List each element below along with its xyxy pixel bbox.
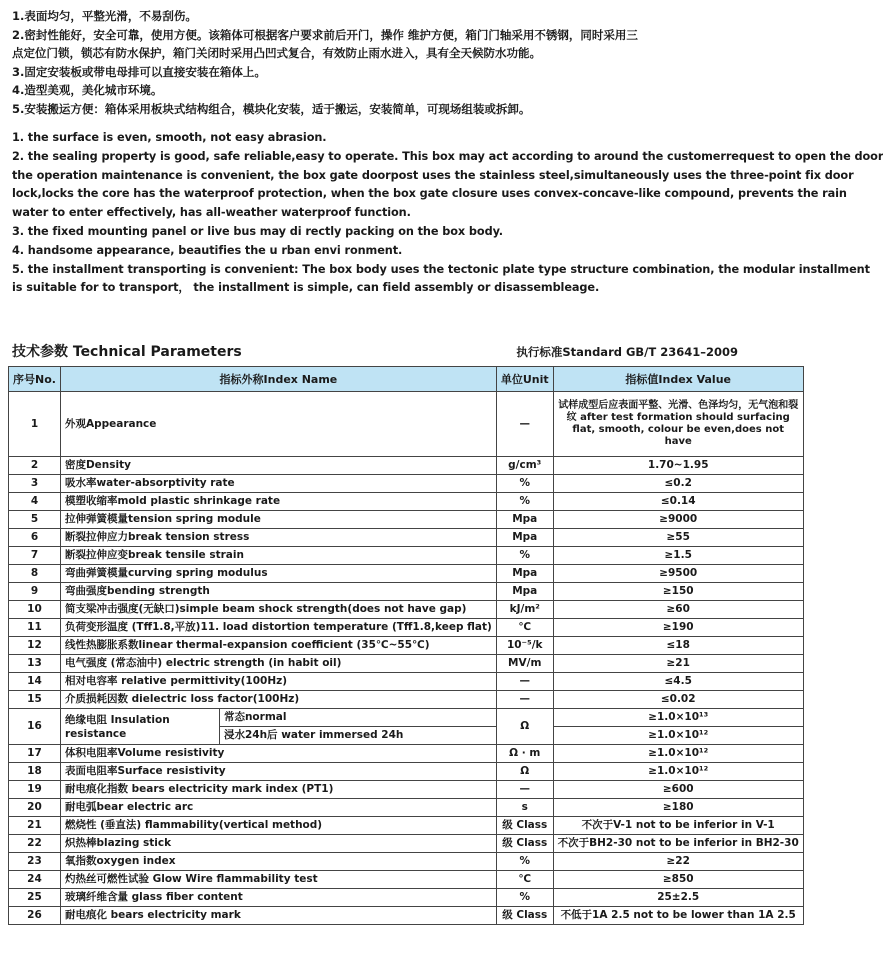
- row-unit: MV/m: [496, 655, 553, 673]
- row-name: 简支梁冲击强度(无缺口)simple beam shock strength(does not have gap): [60, 601, 496, 619]
- row-value: ≥1.0×10¹²: [553, 763, 803, 781]
- row-value: ≥1.0×10¹²: [553, 727, 803, 745]
- row-value: ≤0.14: [553, 493, 803, 511]
- row-name: 弯曲弹簧模量curving spring modulus: [60, 565, 496, 583]
- row-unit: 级 Class: [496, 817, 553, 835]
- row-name: 体积电阻率Volume resistivity: [60, 745, 496, 763]
- row-no: 14: [9, 673, 61, 691]
- row-unit: —: [496, 673, 553, 691]
- table-row: [9, 709, 804, 727]
- row-unit: ℃: [496, 619, 553, 637]
- row-value: ≥9000: [553, 511, 803, 529]
- row-value: ≥60: [553, 601, 803, 619]
- table-row: [9, 457, 804, 475]
- features-en: [12, 129, 883, 298]
- row-no: 13: [9, 655, 61, 673]
- feature-cn-line: 点定位门锁，锁芯有防水保护，箱门关闭时采用凸凹式复合，有效防止雨水进入，具有全天候防水功能。: [12, 46, 541, 61]
- row-name: 耐电痕化 bears electricity mark: [60, 907, 496, 925]
- feature-cn-line: 4.造型美观，美化城市环境。: [12, 83, 163, 98]
- header-name: 指标外称Index Name: [60, 367, 496, 392]
- row-no: 16: [9, 709, 61, 745]
- row-name: 燃烧性 (垂直法) flammability(vertical method): [60, 817, 496, 835]
- standard-label: 执行标准Standard GB/T 23641–2009: [516, 345, 738, 359]
- table-row: [9, 511, 804, 529]
- row-no: 23: [9, 853, 61, 871]
- row-unit: %: [496, 547, 553, 565]
- feature-en-line: 4. handsome appearance, beautifies the u rban envi ronment.: [12, 243, 403, 257]
- row-unit: Ω: [496, 709, 553, 745]
- table-row: [9, 745, 804, 763]
- row-value: ≥1.5: [553, 547, 803, 565]
- row-name: 耐电痕化指数 bears electricity mark index (PT1): [60, 781, 496, 799]
- table-row: [9, 493, 804, 511]
- row-unit: kJ/m²: [496, 601, 553, 619]
- row-unit: 级 Class: [496, 907, 553, 925]
- row-no: 17: [9, 745, 61, 763]
- header-unit: 单位Unit: [496, 367, 553, 392]
- row-value: ≥22: [553, 853, 803, 871]
- table-row: [9, 637, 804, 655]
- row-value: ≥1.0×10¹³: [553, 709, 803, 727]
- row-unit: %: [496, 475, 553, 493]
- row-unit: —: [496, 781, 553, 799]
- row-no: 7: [9, 547, 61, 565]
- row-no: 9: [9, 583, 61, 601]
- table-row: [9, 475, 804, 493]
- row-no: 12: [9, 637, 61, 655]
- row-value: ≥9500: [553, 565, 803, 583]
- row-no: 22: [9, 835, 61, 853]
- row-unit: Mpa: [496, 529, 553, 547]
- row-name: 外观Appearance: [60, 392, 496, 457]
- row-value: 25±2.5: [553, 889, 803, 907]
- table-row: [9, 547, 804, 565]
- feature-en-line: is suitable for to transport， the installment is simple, can field assembly or disassembleage.: [12, 281, 600, 295]
- row-name: 炽热棒blazing stick: [60, 835, 496, 853]
- table-row: [9, 853, 804, 871]
- row-name: 绝缘电阻 Insulation resistance: [60, 709, 219, 745]
- row-no: 2: [9, 457, 61, 475]
- row-name: 线性热膨胀系数linear thermal-expansion coefficient (35℃~55℃): [60, 637, 496, 655]
- row-no: 21: [9, 817, 61, 835]
- table-row: [9, 673, 804, 691]
- table-row: [9, 392, 804, 457]
- row-name: 模塑收缩率mold plastic shrinkage rate: [60, 493, 496, 511]
- row-no: 25: [9, 889, 61, 907]
- row-value: ≥150: [553, 583, 803, 601]
- row-unit: Ω: [496, 763, 553, 781]
- row-unit: 10⁻⁵/k: [496, 637, 553, 655]
- feature-cn-line: 2.密封性能好，安全可靠，使用方便。该箱体可根据客户要求前后开门，操作 维护方便，箱门门轴采用不锈钢，同时采用三: [12, 27, 638, 42]
- feature-en-line: 2. the sealing property is good, safe reliable,easy to operate. This box may act according to around the customerrequest to open the door: [12, 149, 883, 163]
- table-row: [9, 817, 804, 835]
- row-name: 氧指数oxygen index: [60, 853, 496, 871]
- row-unit: Mpa: [496, 511, 553, 529]
- table-row: [9, 565, 804, 583]
- row-no: 20: [9, 799, 61, 817]
- row-no: 15: [9, 691, 61, 709]
- row-value: ≥600: [553, 781, 803, 799]
- row-name: 弯曲强度bending strength: [60, 583, 496, 601]
- row-no: 3: [9, 475, 61, 493]
- feature-cn-line: 3.固定安装板或带电母排可以直接安装在箱体上。: [12, 64, 266, 79]
- row-unit: Mpa: [496, 565, 553, 583]
- row-value: ≤0.2: [553, 475, 803, 493]
- row-unit: %: [496, 853, 553, 871]
- table-row: [9, 583, 804, 601]
- table-row: [9, 907, 804, 925]
- features-cn: [12, 7, 752, 119]
- table-row: [9, 601, 804, 619]
- row-name: 表面电阻率Surface resistivity: [60, 763, 496, 781]
- row-no: 11: [9, 619, 61, 637]
- row-no: 18: [9, 763, 61, 781]
- feature-en-line: 5. the installment transporting is convenient: The box body uses the tectonic plate type structure combination, the modular installment: [12, 262, 870, 276]
- table-row: [9, 889, 804, 907]
- table-row: [9, 781, 804, 799]
- row-subname: 浸水24h后 water immersed 24h: [219, 727, 496, 745]
- row-unit: 级 Class: [496, 835, 553, 853]
- row-value: ≤0.02: [553, 691, 803, 709]
- row-no: 24: [9, 871, 61, 889]
- table-header-row: [9, 367, 804, 392]
- row-value: 不低于1A 2.5 not to be lower than 1A 2.5: [553, 907, 803, 925]
- row-value: ≥21: [553, 655, 803, 673]
- row-no: 4: [9, 493, 61, 511]
- row-unit: ℃: [496, 871, 553, 889]
- row-no: 19: [9, 781, 61, 799]
- row-value: ≥190: [553, 619, 803, 637]
- row-name: 负荷变形温度 (Tff1.8,平放)11. load distortion temperature (Tff1.8,keep flat): [60, 619, 496, 637]
- row-no: 10: [9, 601, 61, 619]
- row-value: 试样成型后应表面平整、光滑、色泽均匀，无气泡和裂纹 after test formation should surfacing flat, smooth, colour be even,does not have: [553, 392, 803, 457]
- feature-cn-line: 1.表面均匀，平整光滑，不易刮伤。: [12, 9, 197, 23]
- table-row: [9, 529, 804, 547]
- row-value: 不次于V-1 not to be inferior in V-1: [553, 817, 803, 835]
- row-name: 断裂拉伸应力break tension stress: [60, 529, 496, 547]
- row-no: 8: [9, 565, 61, 583]
- row-name: 拉伸弹簧模量tension spring module: [60, 511, 496, 529]
- row-name: 介质损耗因数 dielectric loss factor(100Hz): [60, 691, 496, 709]
- row-unit: %: [496, 493, 553, 511]
- table-row: [9, 619, 804, 637]
- row-name: 吸水率water-absorptivity rate: [60, 475, 496, 493]
- row-no: 26: [9, 907, 61, 925]
- row-unit: —: [496, 392, 553, 457]
- table-row: [9, 871, 804, 889]
- row-name: 灼热丝可燃性试验 Glow Wire flammability test: [60, 871, 496, 889]
- row-unit: Mpa: [496, 583, 553, 601]
- feature-en-line: lock,locks the core has the waterproof protection, when the box gate closure uses convex-concave-like compound, prevents the rain: [12, 187, 847, 201]
- table-row: [9, 655, 804, 673]
- row-unit: —: [496, 691, 553, 709]
- row-unit: s: [496, 799, 553, 817]
- feature-en-line: water to enter effectively, has all-weather waterproof function.: [12, 206, 411, 220]
- row-value: 1.70~1.95: [553, 457, 803, 475]
- row-value: ≤4.5: [553, 673, 803, 691]
- row-value: ≥1.0×10¹²: [553, 745, 803, 763]
- row-value: 不次于BH2-30 not to be inferior in BH2-30: [553, 835, 803, 853]
- header-no: 序号No.: [9, 367, 61, 392]
- feature-cn-line: 5.安装搬运方便：箱体采用板块式结构组合，模块化安装，适于搬运，安装简单，可现场组装或拆卸。: [12, 101, 531, 116]
- section-title: 技术参数 Technical Parameters: [12, 344, 242, 360]
- row-value: ≥850: [553, 871, 803, 889]
- row-name: 密度Density: [60, 457, 496, 475]
- header-value: 指标值Index Value: [553, 367, 803, 392]
- row-name: 断裂拉伸应变break tensile strain: [60, 547, 496, 565]
- row-unit: g/cm³: [496, 457, 553, 475]
- row-name: 玻璃纤维含量 glass fiber content: [60, 889, 496, 907]
- table-row: [9, 835, 804, 853]
- row-no: 6: [9, 529, 61, 547]
- feature-en-line: the operation maintenance is convenient, the box gate doorpost uses the stainless steel,simultaneously uses the three-point fix door: [12, 168, 854, 182]
- row-no: 5: [9, 511, 61, 529]
- row-value: ≥55: [553, 529, 803, 547]
- row-name: 耐电弧bear electric arc: [60, 799, 496, 817]
- row-name: 电气强度 (常态油中) electric strength (in habit oil): [60, 655, 496, 673]
- table-row: [9, 799, 804, 817]
- row-subname: 常态normal: [219, 709, 496, 727]
- feature-en-line: 1. the surface is even, smooth, not easy abrasion.: [12, 131, 327, 144]
- feature-en-line: 3. the fixed mounting panel or live bus may di rectly packing on the box body.: [12, 224, 503, 238]
- row-no: 1: [9, 392, 61, 457]
- parameters-table: [8, 366, 804, 925]
- row-value: ≤18: [553, 637, 803, 655]
- row-name: 相对电容率 relative permittivity(100Hz): [60, 673, 496, 691]
- row-unit: Ω · m: [496, 745, 553, 763]
- row-value: ≥180: [553, 799, 803, 817]
- row-unit: %: [496, 889, 553, 907]
- table-row: [9, 763, 804, 781]
- table-row: [9, 691, 804, 709]
